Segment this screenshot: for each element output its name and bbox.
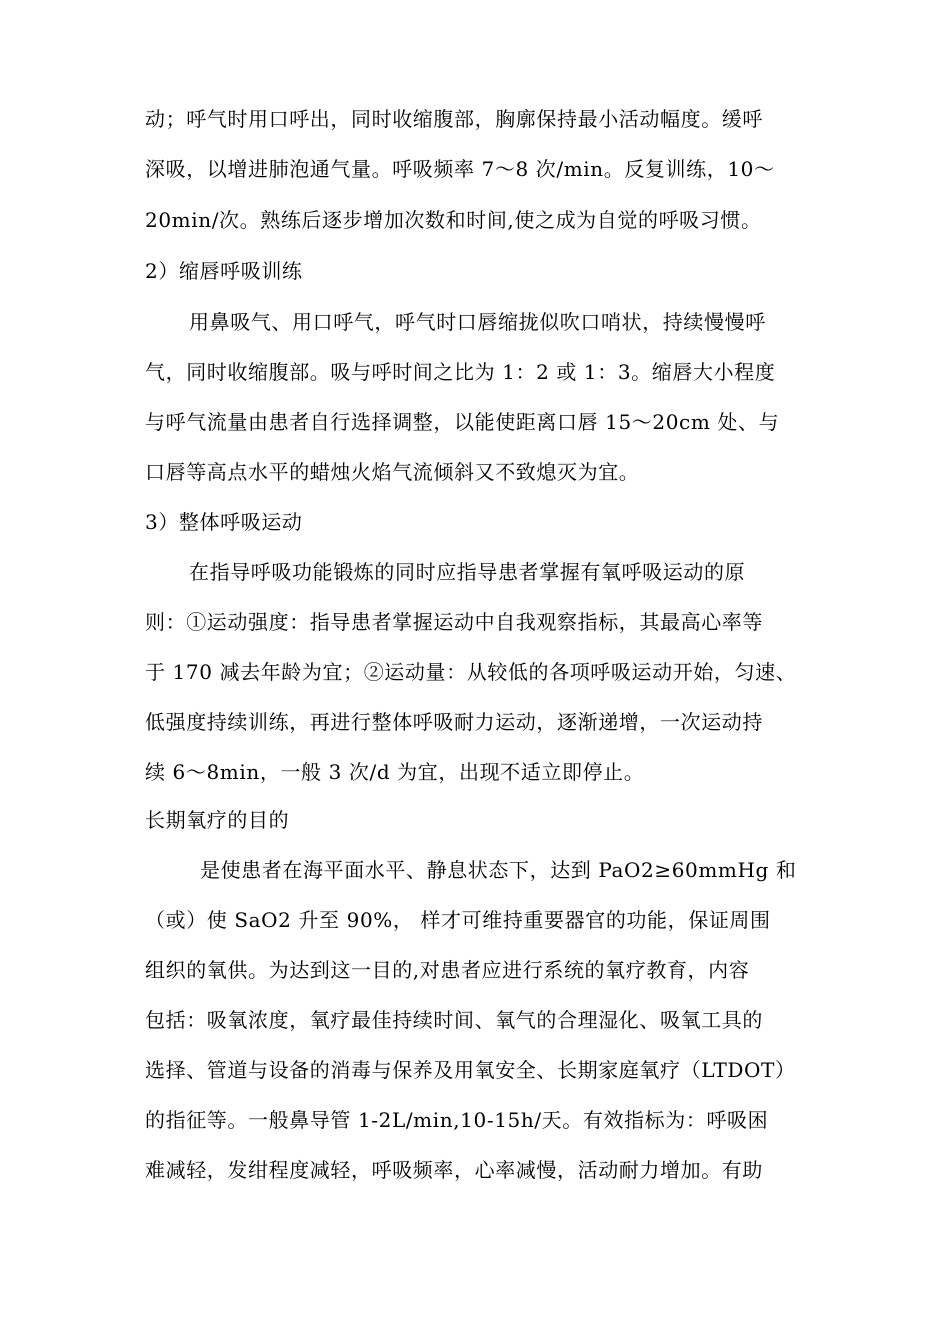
paragraph-line: 深吸，以增进肺泡通气量。呼吸频率 7～8 次/min。反复训练，10～: [145, 157, 775, 181]
paragraph-line: 低强度持续训练，再进行整体呼吸耐力运动，逐渐递增，一次运动持: [145, 710, 763, 734]
paragraph-line: 20min/次。熟练后逐步增加次数和时间,使之成为自觉的呼吸习惯。: [145, 208, 762, 232]
paragraph-line: 是使患者在海平面水平、静息状态下，达到 PaO2≥60mmHg 和: [200, 858, 797, 882]
paragraph-line: 包括：吸氧浓度，氧疗最佳持续时间、氧气的合理湿化、吸氧工具的: [145, 1008, 763, 1032]
paragraph-line: 口唇等高点水平的蜡烛火焰气流倾斜又不致熄灭为宜。: [145, 460, 640, 484]
section-heading: 长期氧疗的目的: [145, 808, 290, 832]
section-heading: 3）整体呼吸运动: [145, 510, 303, 534]
paragraph-line: 在指导呼吸功能锻炼的同时应指导患者掌握有氧呼吸运动的原: [189, 560, 746, 584]
paragraph-line: 与呼气流量由患者自行选择调整，以能使距离口唇 15～20cm 处、与: [145, 410, 780, 434]
paragraph-line: 用鼻吸气、用口呼气，呼气时口唇缩拢似吹口哨状，持续慢慢呼: [189, 310, 766, 334]
paragraph-line: 难减轻，发绀程度减轻，呼吸频率，心率减慢，活动耐力增加。有助: [145, 1158, 763, 1182]
section-heading: 2）缩唇呼吸训练: [145, 259, 303, 283]
paragraph-line: 续 6～8min，一般 3 次/d 为宜，出现不适立即停止。: [145, 760, 645, 784]
paragraph-line: 的指征等。一般鼻导管 1-2L/min,10-15h/天。有效指标为：呼吸困: [145, 1108, 769, 1132]
paragraph-line: 组织的氧供。为达到这一目的,对患者应进行系统的氧疗教育，内容: [145, 958, 750, 982]
paragraph-line: 则：①运动强度：指导患者掌握运动中自我观察指标，其最高心率等: [145, 610, 763, 634]
paragraph-line: 气，同时收缩腹部。吸与呼时间之比为 1：2 或 1：3。缩唇大小程度: [145, 360, 776, 384]
paragraph-line: （或）使 SaO2 升至 90%， 样才可维持重要器官的功能，保证周围: [145, 908, 771, 932]
paragraph-line: 于 170 减去年龄为宜；②运动量：从较低的各项呼吸运动开始，匀速、: [145, 660, 797, 684]
paragraph-line: 动；呼气时用口呼出，同时收缩腹部，胸廓保持最小活动幅度。缓呼: [145, 107, 763, 131]
paragraph-line: 选择、管道与设备的消毒与保养及用氧安全、长期家庭氧疗（LTDOT）: [145, 1058, 796, 1082]
